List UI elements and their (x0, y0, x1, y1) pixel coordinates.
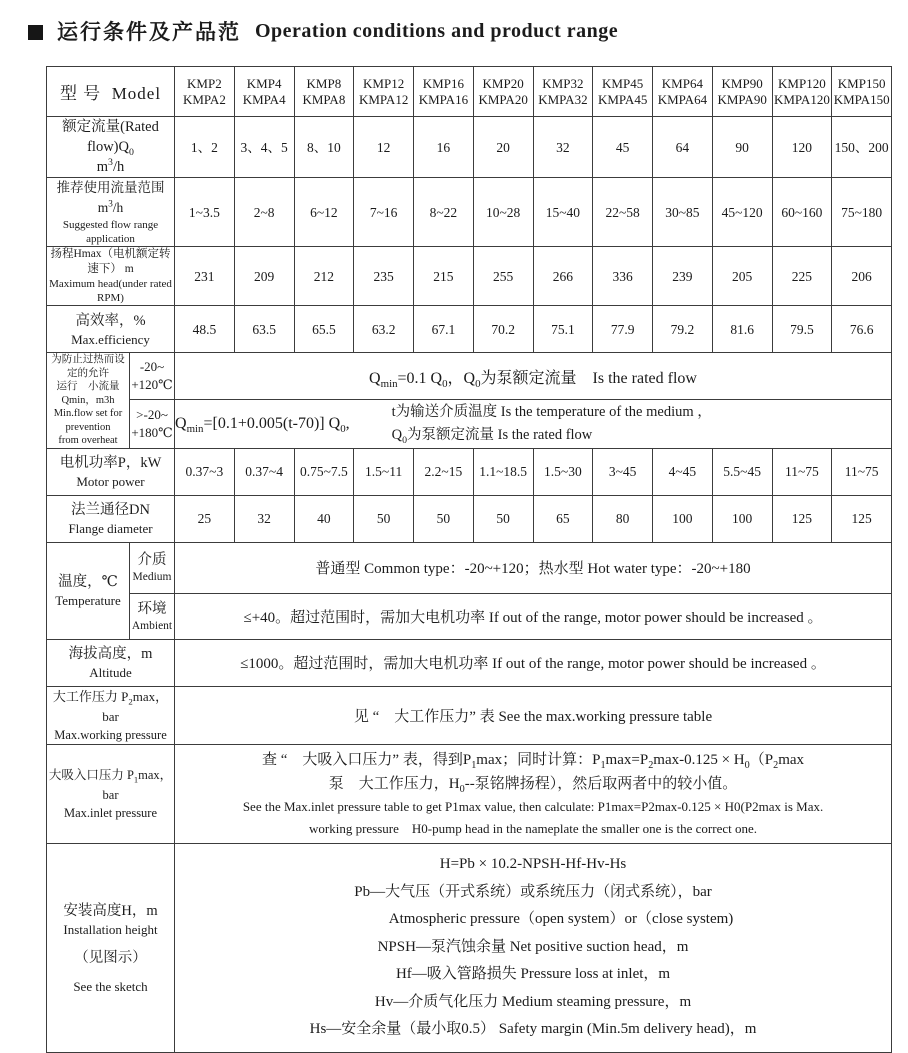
min-flow-formula-2-notes: t为输送介质温度 Is the temperature of the medium ， $Q_0$为泵额定流量 Is the rated flow (391, 403, 712, 446)
altitude-row (47, 639, 892, 686)
max-head-row (47, 247, 892, 306)
table-value-cell: 215 (414, 247, 474, 306)
max-inlet-pressure-label-en: Max.inlet pressure (63, 806, 158, 820)
model-header-cell: KMP16 KMPA16 (414, 67, 474, 117)
table-value-cell: 70.2 (473, 306, 533, 353)
table-value-cell: 5.5~45 (712, 448, 772, 495)
installation-label-en: Installation height (63, 921, 158, 937)
table-value-cell: 79.5 (772, 306, 832, 353)
table-value-cell: 239 (653, 247, 713, 306)
temperature-row-ambient (47, 593, 892, 639)
min-flow-formula-1: $Q_{min}=0.1$ $Q_0$，$Q_0$为泵额定流量 Is the rated flow (175, 353, 892, 400)
min-flow-label (47, 353, 130, 449)
table-value-cell: 125 (772, 495, 832, 542)
table-value-cell: 225 (772, 247, 832, 306)
table-value-cell: 205 (712, 247, 772, 306)
table-value-cell: 45 (593, 117, 653, 178)
table-value-cell: 0.37~4 (234, 448, 294, 495)
table-value-cell: 32 (234, 495, 294, 542)
rated-flow-label-unit: $m^3/h$ (96, 157, 125, 175)
flange-label-en: Flange diameter (68, 521, 153, 536)
motor-power-label-zh: 电机功率P，kW (59, 455, 162, 471)
table-value-cell: 212 (294, 247, 354, 306)
table-value-cell: 15~40 (533, 178, 593, 247)
table-value-cell: 20 (473, 117, 533, 178)
model-header-cell: KMP150 KMPA150 (832, 67, 892, 117)
max-working-pressure-label-en: Max.working pressure (54, 727, 167, 742)
table-value-cell: 75.1 (533, 306, 593, 353)
max-working-pressure-row (47, 686, 892, 744)
max-head-label (47, 247, 175, 306)
table-value-cell: 80 (593, 495, 653, 542)
model-header-cell: KMP120 KMPA120 (772, 67, 832, 117)
temperature-label-zh: 温度，℃ (58, 574, 118, 590)
rated-flow-label (47, 117, 175, 178)
table-value-cell: 150、200 (832, 117, 892, 178)
motor-power-label-en: Motor power (76, 474, 145, 489)
table-value-cell: 67.1 (414, 306, 474, 353)
max-efficiency-label-zh: 高效率，% (75, 312, 146, 329)
table-value-cell: 11~75 (772, 448, 832, 495)
table-value-cell: 16 (414, 117, 474, 178)
max-head-label-zh: 扬程Hmax（电机额定转速下） m (50, 248, 171, 275)
min-flow-range-1: -20~ +120℃ (130, 353, 175, 400)
altitude-label-en: Altitude (89, 665, 132, 680)
min-flow-label-line1: 为防止过热而设定的允许 (51, 354, 125, 379)
table-value-cell: 1.5~30 (533, 448, 593, 495)
operation-conditions-table (46, 66, 892, 1053)
table-value-cell: 120 (772, 117, 832, 178)
table-value-cell: 209 (234, 247, 294, 306)
medium-temperature-text: 普通型 Common type：-20~+120；热水型 Hot water type：-20~+180 (175, 542, 892, 593)
table-value-cell: 2.2~15 (414, 448, 474, 495)
min-flow-formula-2-expr: $Q_{min}=[0.1+0.005(t-70)]$ $Q_0$, (175, 414, 350, 436)
ambient-label: 环境 Ambient (130, 593, 175, 639)
max-efficiency-row (47, 306, 892, 353)
table-value-cell: 8、10 (294, 117, 354, 178)
installation-formula-line: Pb—大气压（开式系统）或系统压力（闭式系统），bar (354, 883, 712, 900)
table-value-cell: 63.5 (234, 306, 294, 353)
table-value-cell: 76.6 (832, 306, 892, 353)
max-inlet-pressure-label-zh: 大吸入口压力 $P_1\max$，bar (48, 768, 173, 802)
table-value-cell: 1.1~18.5 (473, 448, 533, 495)
table-value-cell: 7~16 (354, 178, 414, 247)
model-header-cell: KMP4 KMPA4 (234, 67, 294, 117)
max-inlet-pressure-text: 查 “ 大吸入口压力” 表，得到$P_1\max$；同时计算：$P_1\max=P_2\max-0.125 \times H_0(P_2\max$ 泵 大工作压力，$H_0--$泵铭牌扬程），然后取两者中的较小值。 See the Max.inlet pressure table to get P1max value, then calculate: P1max=P2max-0.125 × H0(P2max is Max. working pressure H0-pump head in the nameplate the smaller one is the correct one. (175, 744, 892, 843)
installation-label-zh: 安装高度H，m (63, 902, 158, 919)
max-inlet-pressure-label (47, 744, 175, 843)
table-value-cell: 64 (653, 117, 713, 178)
table-value-cell: 50 (354, 495, 414, 542)
table-value-cell: 6~12 (294, 178, 354, 247)
table-value-cell: 100 (712, 495, 772, 542)
model-header-cell: KMP20 KMPA20 (473, 67, 533, 117)
model-header-label (47, 67, 175, 117)
rated-flow-row (47, 117, 892, 178)
min-flow-formula-2 (175, 400, 892, 448)
table-value-cell: 40 (294, 495, 354, 542)
table-value-cell: 30~85 (653, 178, 713, 247)
table-value-cell: 4~45 (653, 448, 713, 495)
model-header-cell: KMP8 KMPA8 (294, 67, 354, 117)
temperature-label (47, 542, 130, 639)
table-value-cell: 1.5~11 (354, 448, 414, 495)
table-value-cell: 0.75~7.5 (294, 448, 354, 495)
suggested-flow-row (47, 178, 892, 247)
altitude-label-zh: 海拔高度，m (68, 646, 153, 662)
table-value-cell: 65.5 (294, 306, 354, 353)
table-value-cell: 235 (354, 247, 414, 306)
table-value-cell: 22~58 (593, 178, 653, 247)
installation-label-sketch-zh: （见图示） (74, 949, 147, 966)
table-value-cell: 79.2 (653, 306, 713, 353)
table-value-cell: 336 (593, 247, 653, 306)
table-value-cell: 10~28 (473, 178, 533, 247)
min-flow-label-line3: Min.flow set for prevention (53, 408, 123, 433)
table-value-cell: 48.5 (175, 306, 235, 353)
installation-formula-line: H=Pb × 10.2-NPSH-Hf-Hv-Hs (439, 856, 627, 873)
installation-height-label (47, 843, 175, 1052)
model-header-row (47, 67, 892, 117)
model-header-cell: KMP45 KMPA45 (593, 67, 653, 117)
page-title-en: Operation conditions and product range (255, 19, 619, 42)
installation-formula-line: NPSH—泵汽蚀余量 Net positive suction head，m (377, 938, 689, 955)
flange-label-zh: 法兰通径DN (71, 502, 150, 518)
table-value-cell: 3、4、5 (234, 117, 294, 178)
installation-formula-line: Hv—介质气化压力 Medium steaming pressure，m (374, 993, 692, 1010)
table-value-cell: 3~45 (593, 448, 653, 495)
max-efficiency-label-en: Max.efficiency (71, 331, 150, 347)
altitude-label (47, 639, 175, 686)
rated-flow-label-zh: 额定流量(Rated $flow)Q_0$ (62, 119, 159, 158)
model-header-en: Model (111, 84, 162, 103)
max-working-pressure-label-zh: 大工作压力 $P_2\max$，bar (52, 688, 169, 724)
suggested-flow-label (47, 178, 175, 247)
max-inlet-pressure-row (47, 744, 892, 843)
installation-formula-line: Hf—吸入管路损失 Pressure loss at inlet，m (395, 966, 671, 983)
max-working-pressure-text: 见 “ 大工作压力” 表 See the max.working pressure table (175, 686, 892, 744)
installation-formula-line: Hs—安全余量（最小取0.5） Safety margin (Min.5m delivery head)，m (309, 1021, 757, 1038)
flange-label (47, 495, 175, 542)
max-head-label-en: Maximum head(under rated RPM) (49, 278, 172, 304)
table-value-cell: 63.2 (354, 306, 414, 353)
altitude-text: ≤1000。超过范围时，需加大电机功率 If out of the range, motor power should be increased 。 (175, 639, 892, 686)
table-value-cell: 50 (414, 495, 474, 542)
model-header-cell: KMP64 KMPA64 (653, 67, 713, 117)
table-value-cell: 32 (533, 117, 593, 178)
temperature-label-en: Temperature (55, 593, 121, 608)
motor-power-row (47, 448, 892, 495)
table-value-cell: 65 (533, 495, 593, 542)
square-bullet-icon (28, 25, 43, 40)
table-value-cell: 81.6 (712, 306, 772, 353)
table-value-cell: 25 (175, 495, 235, 542)
model-header-cell: KMP2 KMPA2 (175, 67, 235, 117)
table-value-cell: 50 (473, 495, 533, 542)
model-header-cell: KMP90 KMPA90 (712, 67, 772, 117)
table-value-cell: 125 (832, 495, 892, 542)
table-value-cell: 255 (473, 247, 533, 306)
ambient-temperature-text: ≤+40。超过范围时，需加大电机功率 If out of the range, motor power should be increased 。 (175, 593, 892, 639)
model-header-cell: KMP12 KMPA12 (354, 67, 414, 117)
page-title-zh: 运行条件及产品范 (57, 20, 241, 44)
table-value-cell: 45~120 (712, 178, 772, 247)
table-value-cell: 266 (533, 247, 593, 306)
table-value-cell: 1、2 (175, 117, 235, 178)
table-value-cell: 2~8 (234, 178, 294, 247)
table-value-cell: 75~180 (832, 178, 892, 247)
max-efficiency-label (47, 306, 175, 353)
min-flow-label-line4: from overheat (58, 435, 118, 446)
table-value-cell: 90 (712, 117, 772, 178)
installation-formula-line: Atmospheric pressure（open system）or（close system) (388, 911, 734, 928)
model-header-zh: 型 号 (59, 84, 102, 103)
max-working-pressure-label (47, 686, 175, 744)
suggested-flow-label-en: Suggested flow range application (62, 219, 159, 245)
table-value-cell: 12 (354, 117, 414, 178)
table-value-cell: 11~75 (832, 448, 892, 495)
table-value-cell: 1~3.5 (175, 178, 235, 247)
installation-height-row (47, 843, 892, 1052)
table-value-cell: 206 (832, 247, 892, 306)
temperature-row-medium (47, 542, 892, 593)
motor-power-label (47, 448, 175, 495)
table-value-cell: 100 (653, 495, 713, 542)
table-value-cell: 60~160 (772, 178, 832, 247)
medium-label: 介质 Medium (130, 542, 175, 593)
min-flow-label-line2: 运行 小流量 Qmin，m3h (56, 381, 120, 406)
min-flow-row-2 (47, 400, 892, 448)
page-title (28, 16, 618, 46)
table-value-cell: 231 (175, 247, 235, 306)
model-header-cell: KMP32 KMPA32 (533, 67, 593, 117)
table-value-cell: 0.37~3 (175, 448, 235, 495)
installation-label-sketch-en: See the sketch (73, 978, 148, 994)
flange-row (47, 495, 892, 542)
table-value-cell: 77.9 (593, 306, 653, 353)
min-flow-range-2: >-20~ +180℃ (130, 400, 175, 448)
installation-height-text (175, 843, 892, 1052)
suggested-flow-label-zh: 推荐使用流量范围 $m^3/h$ (56, 180, 165, 215)
table-value-cell: 8~22 (414, 178, 474, 247)
min-flow-row-1 (47, 353, 892, 400)
